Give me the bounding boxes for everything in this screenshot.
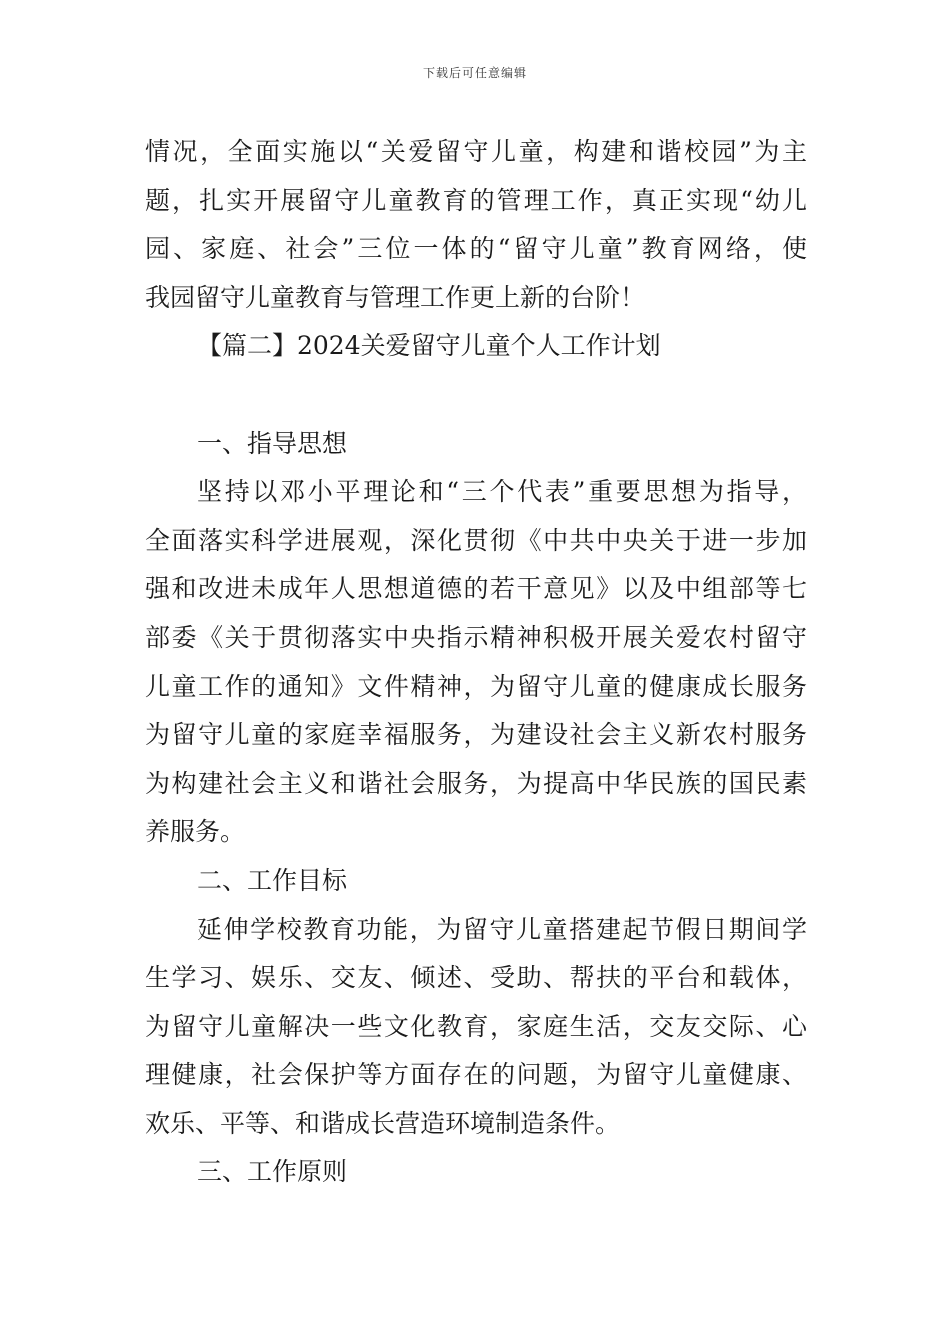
paragraph-line: 部委《关于贯彻落实中央指示精神积极开展关爱农村留守 [145, 622, 807, 652]
paragraph-line: 强和改进未成年人思想道德的若干意见》以及中组部等七 [145, 574, 807, 604]
paragraph-line: 为构建社会主义和谐社会服务，为提高中华民族的国民素 [145, 768, 807, 798]
paragraph-line: 园、家庭、社会”三位一体的“留守儿童”教育网络，使 [145, 234, 807, 264]
paragraph-line: 延伸学校教育功能，为留守儿童搭建起节假日期间学 [197, 914, 807, 944]
page-header: 下载后可任意编辑 [422, 66, 527, 80]
paragraph-line: 全面落实科学进展观，深化贯彻《中共中央关于进一步加 [145, 525, 807, 555]
paragraph-line: 生学习、娱乐、交友、倾述、受助、帮扶的平台和载体， [145, 963, 807, 993]
paragraph-line: 我园留守儿童教育与管理工作更上新的台阶！ [145, 282, 646, 312]
paragraph-line: 欢乐、平等、和谐成长营造环境制造条件。 [145, 1108, 621, 1138]
paragraph-line: 为留守儿童解决一些文化教育，家庭生活，交友交际、心 [145, 1011, 807, 1041]
section-title: 【篇二】2024关爱留守儿童个人工作计划 [197, 331, 661, 361]
heading-work-principles: 三、工作原则 [197, 1157, 348, 1187]
paragraph-line: 题，扎实开展留守儿童教育的管理工作，真正实现“幼儿 [145, 185, 807, 215]
paragraph-line: 为留守儿童的家庭幸福服务，为建设社会主义新农村服务 [145, 720, 807, 750]
paragraph-line: 坚持以邓小平理论和“三个代表”重要思想为指导， [197, 477, 807, 507]
blank-line [145, 371, 807, 420]
paragraph-line: 养服务。 [145, 817, 246, 847]
document-body [145, 128, 807, 1197]
heading-guiding-ideology: 一、指导思想 [197, 428, 348, 458]
paragraph-line: 理健康，社会保护等方面存在的问题，为留守儿童健康、 [145, 1060, 807, 1090]
heading-work-goals: 二、工作目标 [197, 865, 348, 895]
paragraph-line: 儿童工作的通知》文件精神，为留守儿童的健康成长服务 [145, 671, 807, 701]
paragraph-line: 情况，全面实施以“关爱留守儿童，构建和谐校园”为主 [145, 137, 807, 166]
